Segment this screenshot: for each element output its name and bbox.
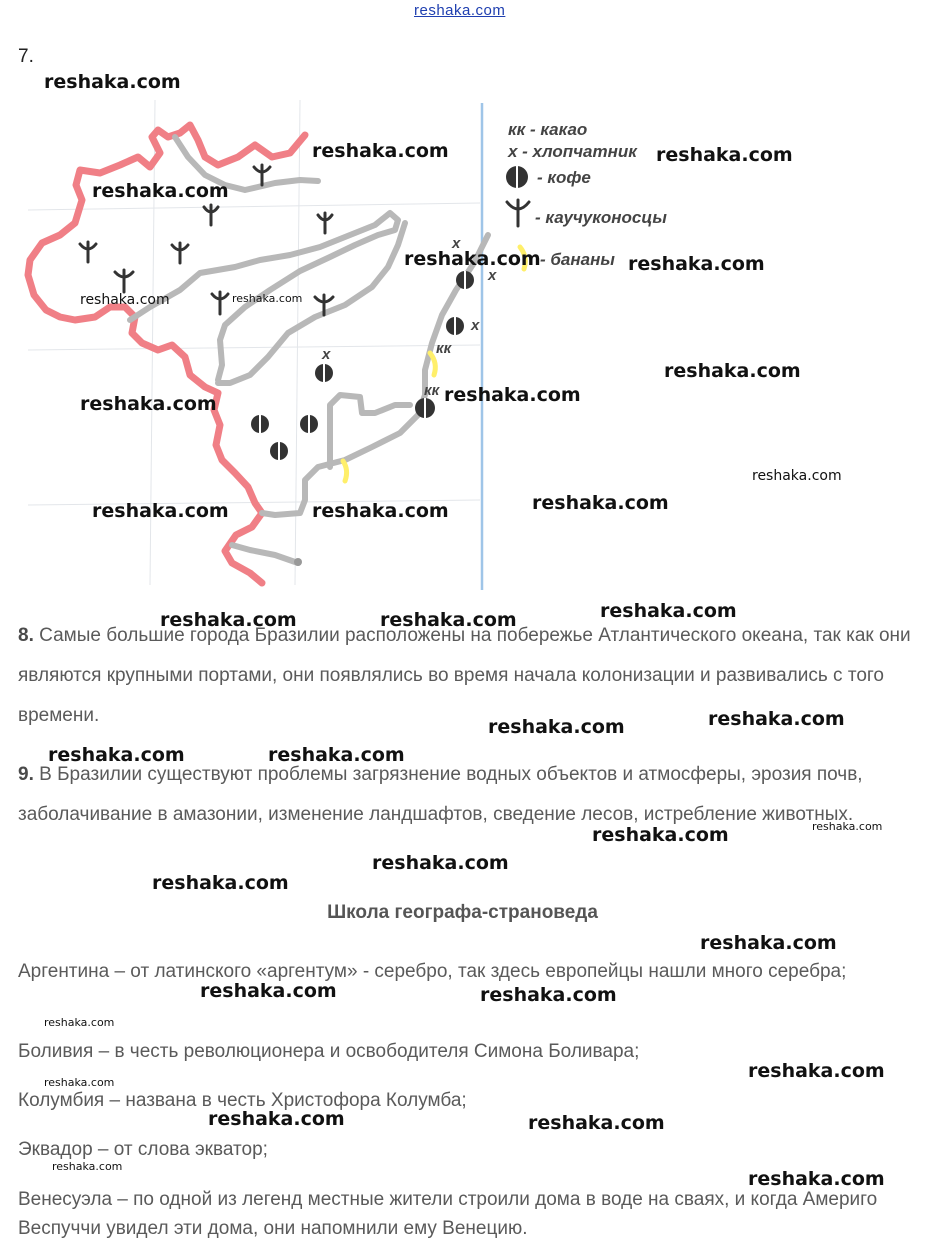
watermark: reshaka.com xyxy=(208,1108,345,1130)
cotton-label: х xyxy=(322,346,331,363)
watermark: reshaka.com xyxy=(664,360,801,382)
legend-cocoa: кк - какао xyxy=(508,120,588,139)
cotton-label: х xyxy=(471,317,480,334)
watermark: reshaka.com xyxy=(600,600,737,622)
watermark: reshaka.com xyxy=(152,872,289,894)
watermark: reshaka.com xyxy=(748,1168,885,1190)
cocoa-label: кк xyxy=(436,340,452,357)
header-site-link[interactable]: reshaka.com xyxy=(414,2,506,19)
watermark: reshaka.com xyxy=(312,500,449,522)
watermark: reshaka.com xyxy=(528,1112,665,1134)
watermark: reshaka.com xyxy=(628,253,765,275)
watermark: reshaka.com xyxy=(748,1060,885,1082)
task-8-text: Самые большие города Бразилии расположены на побережье Атлантического океана, так как они являются крупными портами, они появлялись во время начала колонизации и развивались с того времени. xyxy=(18,625,911,726)
watermark: reshaka.com xyxy=(752,468,842,484)
fact-colombia: Колумбия – названа в честь Христофора Колумба; xyxy=(18,1090,467,1111)
fact-argentina: Аргентина – от латинского «аргентум» - серебро, так здесь европейцы нашли много серебра; xyxy=(18,961,847,982)
task-9-paragraph xyxy=(18,755,913,835)
watermark: reshaka.com xyxy=(232,292,303,305)
section-title: Школа географа-страноведа xyxy=(327,902,598,923)
legend-coffee-icon xyxy=(506,166,528,188)
watermark: reshaka.com xyxy=(92,500,229,522)
fact-bolivia: Боливия – в честь революционера и освободителя Симона Боливара; xyxy=(18,1041,640,1062)
fact-ecuador: Эквадор – от слова экватор; xyxy=(18,1139,268,1160)
watermark: reshaka.com xyxy=(52,1160,123,1173)
watermark: reshaka.com xyxy=(488,716,625,738)
watermark: reshaka.com xyxy=(372,852,509,874)
legend-rubber: - каучуконосцы xyxy=(535,208,667,227)
watermark: reshaka.com xyxy=(200,980,337,1002)
watermark: reshaka.com xyxy=(532,492,669,514)
legend-bananas: - бананы xyxy=(540,250,615,269)
task-9-number: 9. xyxy=(18,764,34,785)
watermark: reshaka.com xyxy=(592,824,729,846)
watermark: reshaka.com xyxy=(268,744,405,766)
watermark: reshaka.com xyxy=(44,71,181,93)
watermark: reshaka.com xyxy=(44,1016,115,1029)
watermark: reshaka.com xyxy=(44,1076,115,1089)
watermark: reshaka.com xyxy=(656,144,793,166)
watermark: reshaka.com xyxy=(708,708,845,730)
task-7-number: 7. xyxy=(18,46,34,67)
task-9-text: В Бразилии существуют проблемы загрязнение водных объектов и атмосферы, эрозия почв, заболачивание в амазонии, изменение ландшафтов, сведение лесов, истребление животных. xyxy=(18,764,863,825)
task-8-number: 8. xyxy=(18,625,34,646)
watermark: reshaka.com xyxy=(480,984,617,1006)
watermark: reshaka.com xyxy=(92,180,229,202)
legend-coffee: - кофе xyxy=(537,168,591,187)
watermark: reshaka.com xyxy=(160,609,297,631)
watermark: reshaka.com xyxy=(812,820,883,833)
watermark: reshaka.com xyxy=(48,744,185,766)
watermark: reshaka.com xyxy=(444,384,581,406)
watermark: reshaka.com xyxy=(404,248,541,270)
watermark: reshaka.com xyxy=(700,932,837,954)
fact-venezuela: Венесуэла – по одной из легенд местные жители строили дома в воде на сваях, и когда Америго Веспуччи увидел эти дома, они напомнили ему Венецию. xyxy=(18,1189,878,1239)
legend-rubber-icon xyxy=(507,200,529,226)
watermark: reshaka.com xyxy=(380,609,517,631)
watermark: reshaka.com xyxy=(80,393,217,415)
cotton-label: х xyxy=(488,267,497,284)
legend-cotton: х - хлопчатник xyxy=(508,142,637,161)
map-legend xyxy=(506,120,667,269)
cotton-label: х xyxy=(452,235,461,252)
watermark: reshaka.com xyxy=(312,140,449,162)
cocoa-label: кк xyxy=(424,382,440,399)
watermark: reshaka.com xyxy=(80,292,170,308)
